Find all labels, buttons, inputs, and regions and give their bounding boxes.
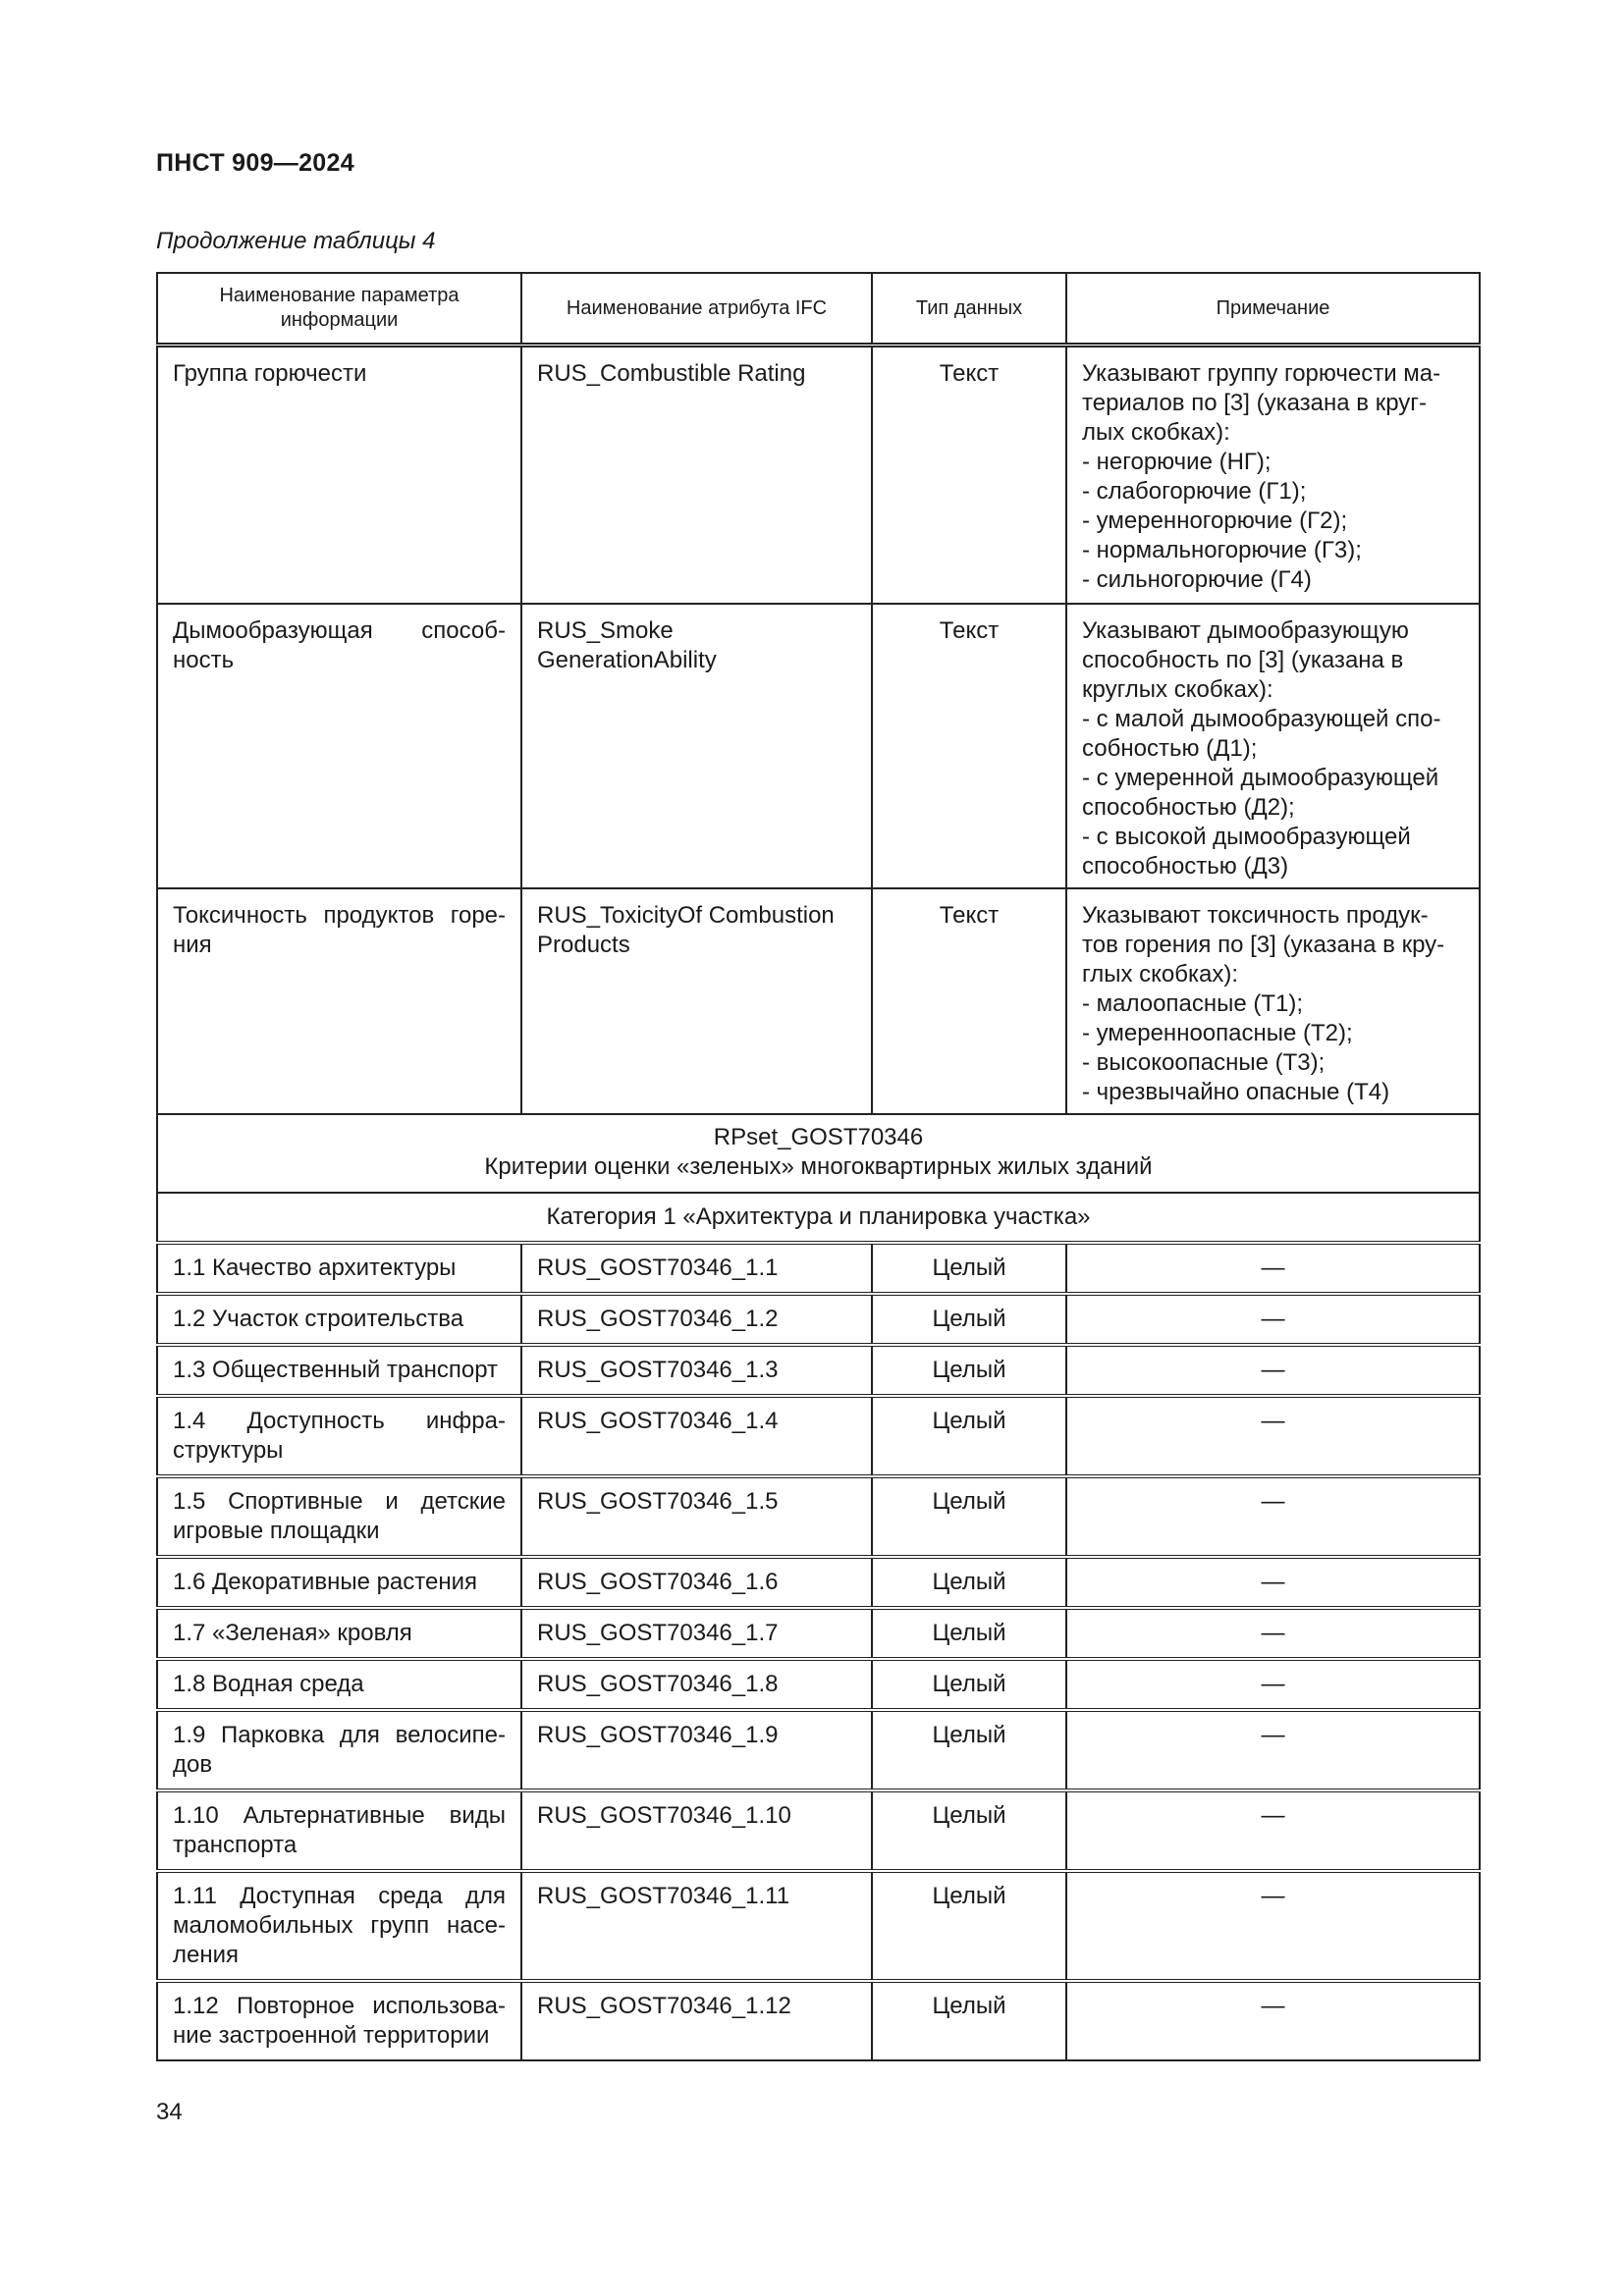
page-number: 34 bbox=[156, 2099, 183, 2125]
note-line: способностью (Д2); bbox=[1082, 794, 1295, 821]
data-type-cell: Целый bbox=[872, 1871, 1066, 1981]
criteria-rows bbox=[157, 1243, 1480, 2060]
table-continuation-caption: Продолжение таблицы 4 bbox=[156, 228, 436, 254]
table-row bbox=[157, 1659, 1480, 1710]
data-type-cell: Целый bbox=[872, 1790, 1066, 1871]
note-cell bbox=[1066, 346, 1480, 605]
data-type-cell: Целый bbox=[872, 1294, 1066, 1345]
criterion-name-cell: 1.9 Парковка для велосипе- дов bbox=[157, 1710, 521, 1790]
ifc-attribute-cell: RUS_Combustible Rating bbox=[521, 346, 872, 605]
table-row bbox=[157, 1871, 1480, 1981]
note-cell bbox=[1066, 888, 1480, 1114]
note-line: способность по [3] (указана в bbox=[1082, 647, 1404, 673]
note-line: собностью (Д1); bbox=[1082, 735, 1258, 762]
note-cell: — bbox=[1066, 1710, 1480, 1790]
ifc-attribute-cell: RUS_GOST70346_1.2 bbox=[521, 1294, 872, 1345]
data-type-cell: Целый bbox=[872, 1345, 1066, 1396]
ifc-attribute-cell: RUS_GOST70346_1.12 bbox=[521, 1981, 872, 2060]
column-header-note: Примечание bbox=[1066, 273, 1480, 346]
note-line: глых скобках): bbox=[1082, 961, 1239, 988]
note-line: - сильногорючие (Г4) bbox=[1082, 566, 1312, 593]
note-line: - чрезвычайно опасные (Т4) bbox=[1082, 1079, 1390, 1105]
data-type-cell: Текст bbox=[872, 346, 1066, 605]
note-line: Указывают дымообразующую bbox=[1082, 617, 1409, 644]
section-code: RPset_GOST70346 bbox=[713, 1124, 924, 1150]
note-line: - умеренноопасные (Т2); bbox=[1082, 1020, 1353, 1046]
criterion-name-cell: 1.12 Повторное использова- ние застроенной территории bbox=[157, 1981, 521, 2060]
data-type-cell: Целый bbox=[872, 1710, 1066, 1790]
criterion-name-cell: 1.10 Альтернативные виды транспорта bbox=[157, 1790, 521, 1871]
criterion-name-cell: 1.8 Водная среда bbox=[157, 1659, 521, 1710]
note-cell: — bbox=[1066, 1790, 1480, 1871]
data-type-cell: Текст bbox=[872, 604, 1066, 888]
table-row bbox=[157, 604, 1480, 888]
note-cell: — bbox=[1066, 1871, 1480, 1981]
note-cell: — bbox=[1066, 1345, 1480, 1396]
table-row bbox=[157, 1710, 1480, 1790]
criterion-name-cell: 1.4 Доступность инфра- структуры bbox=[157, 1396, 521, 1476]
document-code: ПНСТ 909—2024 bbox=[156, 149, 354, 177]
parameter-name-cell: Группа горючести bbox=[157, 346, 521, 605]
data-type-cell: Целый bbox=[872, 1981, 1066, 2060]
note-cell: — bbox=[1066, 1608, 1480, 1659]
ifc-attribute-cell: RUS_GOST70346_1.9 bbox=[521, 1710, 872, 1790]
column-header-data-type: Тип данных bbox=[872, 273, 1066, 346]
table-row bbox=[157, 888, 1480, 1114]
criterion-name-cell: 1.1 Качество архитектуры bbox=[157, 1243, 521, 1294]
data-type-cell: Целый bbox=[872, 1243, 1066, 1294]
section-title: Критерии оценки «зеленых» многоквартирных жилых зданий bbox=[484, 1153, 1153, 1180]
ifc-attribute-cell: RUS_GOST70346_1.8 bbox=[521, 1659, 872, 1710]
data-type-cell: Целый bbox=[872, 1396, 1066, 1476]
ifc-attribute-cell: RUS_Smoke GenerationAbility bbox=[521, 604, 872, 888]
ifc-attribute-cell: RUS_GOST70346_1.5 bbox=[521, 1476, 872, 1557]
ifc-attribute-cell: RUS_ToxicityOf Combustion Products bbox=[521, 888, 872, 1114]
ifc-attribute-cell: RUS_GOST70346_1.1 bbox=[521, 1243, 872, 1294]
ifc-attribute-cell: RUS_GOST70346_1.7 bbox=[521, 1608, 872, 1659]
criterion-name-cell: 1.5 Спортивные и детские игровые площадки bbox=[157, 1476, 521, 1557]
category-title: Категория 1 «Архитектура и планировка участка» bbox=[157, 1193, 1480, 1243]
note-cell bbox=[1066, 604, 1480, 888]
note-cell: — bbox=[1066, 1476, 1480, 1557]
column-header-ifc-attribute: Наименование атрибута IFC bbox=[521, 273, 872, 346]
note-cell: — bbox=[1066, 1243, 1480, 1294]
note-line: - слабогорючие (Г1); bbox=[1082, 478, 1307, 505]
table-row bbox=[157, 1790, 1480, 1871]
criterion-name-cell: 1.11 Доступная среда для маломобильных групп насе- ления bbox=[157, 1871, 521, 1981]
note-line: тов горения по [3] (указана в кру- bbox=[1082, 932, 1445, 958]
ifc-attribute-cell: RUS_GOST70346_1.11 bbox=[521, 1871, 872, 1981]
ifc-attribute-cell: RUS_GOST70346_1.10 bbox=[521, 1790, 872, 1871]
ifc-attribute-cell: RUS_GOST70346_1.3 bbox=[521, 1345, 872, 1396]
category-header-row bbox=[157, 1193, 1480, 1243]
table-row bbox=[157, 1345, 1480, 1396]
note-cell: — bbox=[1066, 1981, 1480, 2060]
parameters-table bbox=[156, 272, 1481, 2061]
criterion-name-cell: 1.3 Общественный транспорт bbox=[157, 1345, 521, 1396]
note-line: - умеренногорючие (Г2); bbox=[1082, 507, 1348, 534]
criterion-name-cell: 1.7 «Зеленая» кровля bbox=[157, 1608, 521, 1659]
data-type-cell: Целый bbox=[872, 1557, 1066, 1608]
note-cell: — bbox=[1066, 1396, 1480, 1476]
data-type-cell: Целый bbox=[872, 1608, 1066, 1659]
note-cell: — bbox=[1066, 1557, 1480, 1608]
criterion-name-cell: 1.2 Участок строительства bbox=[157, 1294, 521, 1345]
table-row bbox=[157, 1294, 1480, 1345]
section-header-cell bbox=[157, 1114, 1480, 1193]
note-line: Указывают группу горючести ма- bbox=[1082, 360, 1441, 387]
note-line: - с высокой дымообразующей bbox=[1082, 824, 1411, 850]
table-row bbox=[157, 1557, 1480, 1608]
data-type-cell: Целый bbox=[872, 1476, 1066, 1557]
column-header-parameter-name: Наименование параметра информации bbox=[157, 273, 521, 346]
section-header-row bbox=[157, 1114, 1480, 1193]
table-header-row bbox=[157, 273, 1480, 346]
table-row bbox=[157, 1608, 1480, 1659]
table-row bbox=[157, 1243, 1480, 1294]
data-type-cell: Текст bbox=[872, 888, 1066, 1114]
table-row bbox=[157, 1981, 1480, 2060]
note-cell: — bbox=[1066, 1659, 1480, 1710]
table-row bbox=[157, 346, 1480, 605]
note-line: - с умеренной дымообразующей bbox=[1082, 765, 1439, 791]
note-line: - малоопасные (Т1); bbox=[1082, 990, 1303, 1017]
criterion-name-cell: 1.6 Декоративные растения bbox=[157, 1557, 521, 1608]
note-line: - высокоопасные (Т3); bbox=[1082, 1049, 1326, 1076]
note-line: - с малой дымообразующей спо- bbox=[1082, 706, 1441, 732]
ifc-attribute-cell: RUS_GOST70346_1.6 bbox=[521, 1557, 872, 1608]
table-row bbox=[157, 1396, 1480, 1476]
ifc-attribute-cell: RUS_GOST70346_1.4 bbox=[521, 1396, 872, 1476]
data-type-cell: Целый bbox=[872, 1659, 1066, 1710]
note-line: - нормальногорючие (Г3); bbox=[1082, 537, 1362, 563]
table-row bbox=[157, 1476, 1480, 1557]
parameter-name-cell: Токсичность продуктов горе- ния bbox=[157, 888, 521, 1114]
note-line: Указывают токсичность продук- bbox=[1082, 902, 1429, 929]
note-line: круглых скобках): bbox=[1082, 676, 1273, 703]
note-line: - негорючие (НГ); bbox=[1082, 449, 1272, 475]
note-cell: — bbox=[1066, 1294, 1480, 1345]
parameter-name-cell: Дымообразующая способ- ность bbox=[157, 604, 521, 888]
note-line: лых скобках): bbox=[1082, 419, 1230, 446]
note-line: способностью (Д3) bbox=[1082, 853, 1289, 880]
note-line: териалов по [3] (указана в круг- bbox=[1082, 390, 1428, 416]
